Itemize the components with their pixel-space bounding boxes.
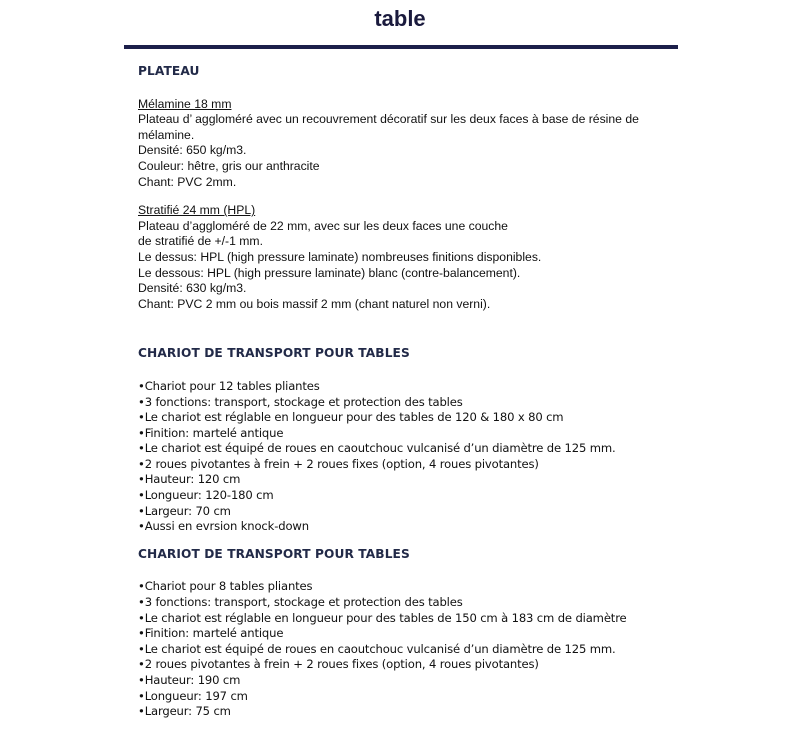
title-divider [124, 45, 678, 49]
list-item: •2 roues pivotantes à frein + 2 roues fixes (option, 4 roues pivotantes) [138, 456, 539, 471]
section-heading-chariot-8: CHARIOT DE TRANSPORT POUR TABLES [138, 546, 410, 561]
section-chariot-12 [138, 346, 698, 535]
list-item: •Largeur: 70 cm [138, 503, 231, 518]
list-item: •3 fonctions: transport, stockage et protection des tables [138, 595, 463, 610]
list-item: •Hauteur: 190 cm [138, 673, 241, 687]
chariot-8-list [138, 579, 698, 719]
list-item: •2 roues pivotantes à frein + 2 roues fixes (option, 4 roues pivotantes) [138, 657, 539, 672]
stratifie-line-1: Plateau d’aggloméré de 22 mm, avec sur les deux faces une couche [138, 218, 508, 233]
stratifie-line-2: de stratifié de +/-1 mm. [138, 234, 263, 249]
list-item: •Le chariot est équipé de roues en caoutchouc vulcanisé d’un diamètre de 125 mm. [138, 641, 616, 656]
melamine-block [138, 97, 698, 191]
list-item: •Largeur: 75 cm [138, 704, 231, 719]
section-heading-plateau: PLATEAU [138, 64, 200, 78]
melamine-title: Mélamine 18 mm [138, 96, 232, 111]
document-body [138, 64, 698, 720]
list-item: •Longueur: 197 cm [138, 688, 248, 703]
section-plateau [138, 64, 698, 312]
stratifie-top: Le dessus: HPL (high pressure laminate) nombreuses finitions disponibles. [138, 249, 542, 264]
list-item: •Chariot pour 12 tables pliantes [138, 378, 320, 393]
list-item: •Finition: martelé antique [138, 425, 284, 440]
chariot-12-list [138, 379, 698, 535]
section-chariot-8 [138, 547, 698, 720]
page-title: table [374, 6, 426, 31]
stratifie-block [138, 203, 698, 312]
melamine-description: Plateau d’ aggloméré avec un recouvrement décoratif sur les deux faces à base de résine de mélamine. [138, 112, 639, 142]
list-item: •3 fonctions: transport, stockage et protection des tables [138, 394, 463, 409]
list-item: •Finition: martelé antique [138, 626, 284, 641]
stratifie-edge: Chant: PVC 2 mm ou bois massif 2 mm (chant naturel non verni). [138, 296, 491, 311]
list-item: •Hauteur: 120 cm [138, 472, 241, 487]
list-item: •Le chariot est réglable en longueur pour des tables de 120 & 180 x 80 cm [138, 410, 564, 425]
list-item: •Longueur: 120-180 cm [138, 488, 274, 503]
melamine-edge: Chant: PVC 2mm. [138, 174, 237, 189]
list-item: •Aussi en evrsion knock-down [138, 519, 309, 534]
stratifie-title: Stratifié 24 mm (HPL) [138, 203, 256, 218]
stratifie-density: Densité: 630 kg/m3. [138, 281, 247, 296]
list-item: •Chariot pour 8 tables pliantes [138, 579, 313, 594]
stratifie-bottom: Le dessous: HPL (high pressure laminate) blanc (contre-balancement). [138, 265, 521, 280]
list-item: •Le chariot est réglable en longueur pour des tables de 150 cm à 183 cm de diamètre [138, 610, 627, 625]
list-item: •Le chariot est équipé de roues en caoutchouc vulcanisé d’un diamètre de 125 mm. [138, 441, 616, 456]
section-heading-chariot-12: CHARIOT DE TRANSPORT POUR TABLES [138, 346, 410, 361]
melamine-density: Densité: 650 kg/m3. [138, 143, 247, 158]
melamine-color: Couleur: hêtre, gris our anthracite [138, 158, 320, 173]
